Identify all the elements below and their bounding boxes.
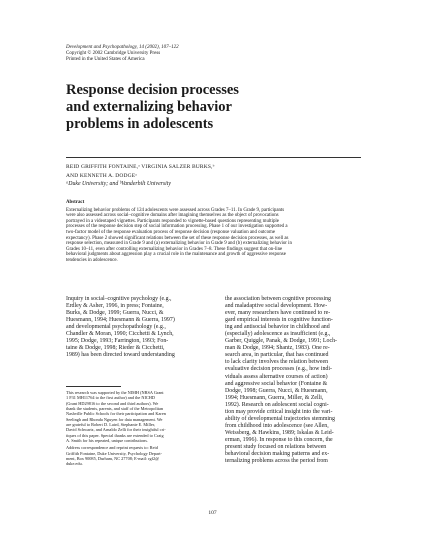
author-affiliations: ᵃDuke University; and ᵇVanderbilt University — [66, 181, 171, 187]
body-column-right — [225, 296, 362, 465]
article-title — [66, 82, 366, 133]
abstract — [66, 200, 361, 264]
footnote-divider — [66, 386, 121, 387]
abstract-heading: Abstract — [66, 200, 85, 205]
footnote — [66, 390, 202, 467]
author-line-1: REID GRIFFITH FONTAINE,ᵃ VIRGINIA SALZER BURKS,ᵇ — [66, 164, 215, 170]
journal-citation: Development and Psychopathology, 14 (2002), 107–122 — [66, 45, 179, 50]
printed-line: Printed in the United States of America — [66, 57, 145, 62]
body-text-left: Inquiry in social–cognitive psychology (e.g., Erdley & Asher, 1996, in press; Fontaine, Burks, & Dodge, 1999; Guerra, Nucci, & Huesmann, 1994; Huesmann & Guerra, 1997) and developmental psychopathology (e.g., Chandler & Moran, 1990; Cicchetti & Lynch, 1995; Dodge, 1993; Farrington, 1993; Fon- taine & Dodge, 1998; Rieder & Cicchetti, 1989) has been directed toward understanding — [66, 296, 175, 359]
title-line-2: and externalizing behavior — [66, 99, 232, 115]
body-column-left — [66, 296, 202, 359]
author-block — [66, 163, 366, 189]
author-line-2: AND KENNETH A. DODGEᵃ — [66, 172, 137, 179]
abstract-text: Externalizing behavior problems of 124 adolescents were assessed across Grades 7–11. In Grade 9, participants were also assessed across social–cognitive domains after imagining themselves as the object of provocations portrayed in a videotaped vignettes. Participants responded to vignette-based questions representing multiple processes of the response decision step of social information processing. Phase 1 of our investigation supported a two-factor model of the response evaluation process of response decision (response valuation and outcome expectancy). Phase 2 showed significant relations between the set of these response decision processes, as well as response selection, measured in Grade 9 and (a) externalizing behavior in Grade 9 and (b) externalizing behavior in Grades 10–11, even after controlling externalizing behavior in Grades 7–8. These findings suggest that on-line behavioral judgments about aggression play a crucial role in the maintenance and growth of aggressive response tendencies in adolescence. — [66, 207, 292, 263]
footnote-correspondence: Address correspondence and reprint requests to: Reid Griffith Fontaine, Duke University, Psychology Depart- ment, Box 90085, Durham, NC 27708; E-mail: rgf2@ duke.edu. — [66, 445, 162, 467]
page-number: 107 — [208, 510, 217, 516]
title-line-3: problems in adolescents — [66, 116, 214, 132]
journal-header — [66, 45, 366, 63]
title-divider — [66, 157, 361, 158]
body-text-right: the association between cognitive processing and maladaptive social development. How- ever, many researchers have continued to re- gard empirical interests in cognitive function- ing and antisocial behavior in childhood and (especially) adolescence as insufficient (e.g., Garber, Quiggle, Panak, & Dodge, 1991; Loch- man & Dodge, 1994; Shantz, 1983). One re- search area, in particular, that has continued to lack clarity involves the relation between evaluative decision processes (e.g., how indi- viduals assess alternative courses of action) and aggressive social behavior (Fontaine & Dodge, 1998; Guerra, Nucci, & Huesmann, 1994; Huesmann, Guerra, Miller, & Zelli, 1992). Research on adolescent social cogni- tion may provide critical insight into the vari- ability of developmental trajectories stemming from childhood into adolescence (see Allen, Weissberg, & Hawkins, 1989; Iskalas & Leid- erman, 1996). In response to this concern, the present study focused on relations between behavioral decision making patterns and ex- ternalizing problems across the period from — [225, 296, 337, 465]
footnote-acknowledgments: This research was supported by the NIMH (NRSA Grant 1 F31 MH11764 to the first author) and the NICHD (Grant HD29816 to the second and third authors). We thank the students, parents, and staff of the Metropolitan Nashville Public Schools for their participation and Karen Seelingh and Rhonda Nguyen for data management. We are grateful to Robert D. Laird, Stephanie E. Miller, David Schwartz, and Arnaldo Zelli for their insightful cri- tiques of this paper. Special thanks are extended to Craig A. Smith for his repeated, unique contributions. — [66, 390, 166, 444]
title-line-1: Response decision processes — [66, 82, 239, 98]
copyright-line: Copyright © 2002 Cambridge University Press — [66, 51, 161, 56]
